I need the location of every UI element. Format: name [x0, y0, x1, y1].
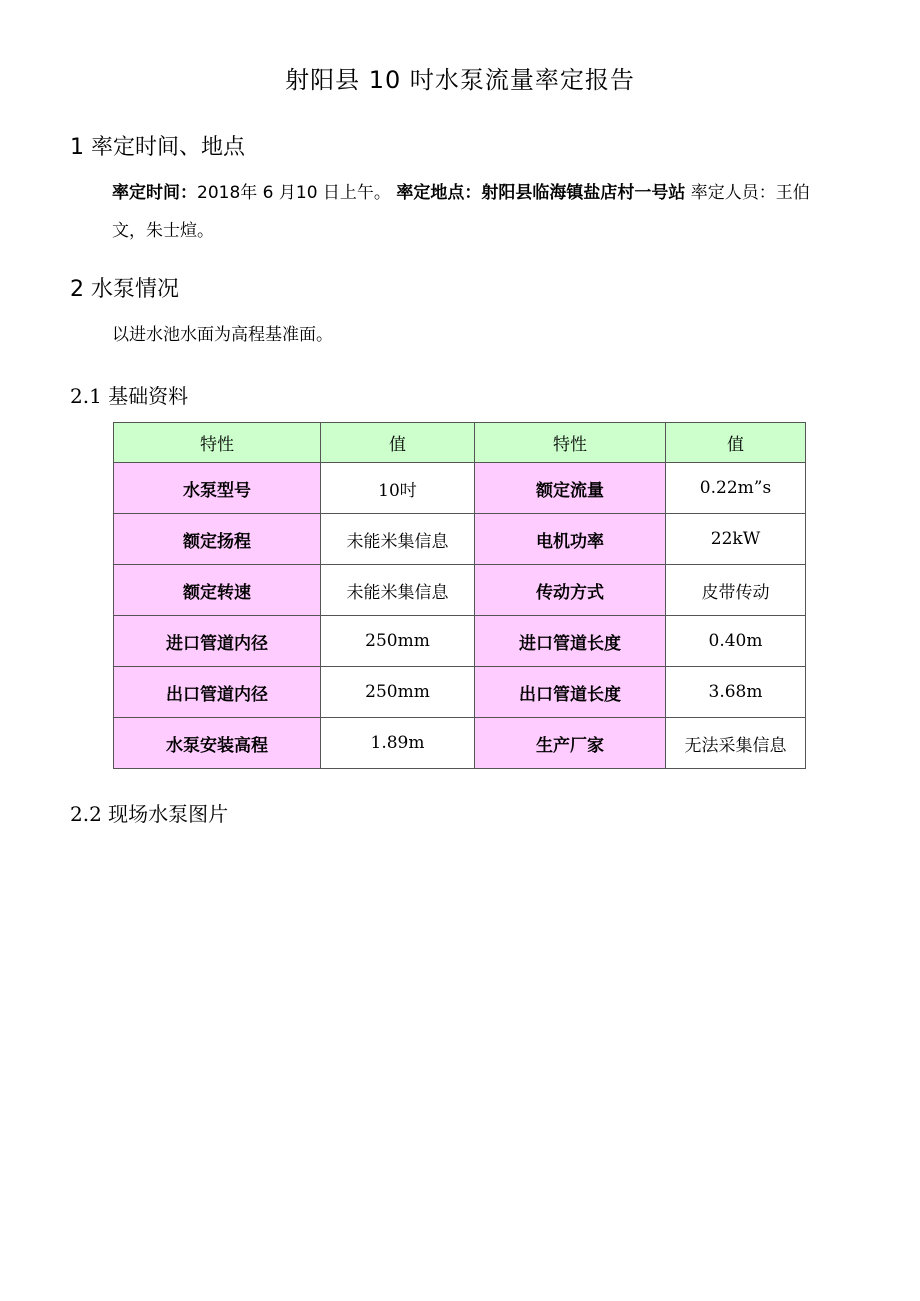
value-cell: 0.22m”s: [666, 463, 806, 514]
header-cell: 值: [321, 423, 475, 463]
value-cell: 250mm: [321, 667, 475, 718]
table-row: [114, 514, 806, 565]
section21-heading: 2.1 基础资料: [70, 384, 189, 408]
property-cell: 电机功率: [475, 514, 666, 565]
header-cell: 特性: [114, 423, 321, 463]
table-row: [114, 565, 806, 616]
value-cell: 250mm: [321, 616, 475, 667]
property-cell: 出口管道内径: [114, 667, 321, 718]
property-cell: 进口管道内径: [114, 616, 321, 667]
value-cell: 1.89m: [321, 718, 475, 769]
place-label: 率定地点：: [396, 183, 482, 203]
section22-heading: 2.2 现场水泵图片: [70, 802, 229, 826]
staff-label: 率定人员：: [690, 183, 776, 203]
place-value: 射阳县临海镇盐店村一号站: [481, 183, 686, 203]
value-cell: 3.68m: [666, 667, 806, 718]
property-cell: 额定转速: [114, 565, 321, 616]
property-cell: 额定扬程: [114, 514, 321, 565]
section2-heading: 2 水泵情况: [70, 277, 179, 302]
table-row: [114, 718, 806, 769]
section2-paragraph: 以进水池水面为高程基准面。: [112, 325, 333, 345]
header-cell: 特性: [475, 423, 666, 463]
header-cell: 值: [666, 423, 806, 463]
value-cell: 未能米集信息: [321, 514, 475, 565]
property-cell: 出口管道长度: [475, 667, 666, 718]
property-cell: 生产厂家: [475, 718, 666, 769]
table-row: [114, 463, 806, 514]
section1-heading: 1 率定时间、地点: [70, 135, 245, 160]
time-value: 2018年 6 月10 日上午。: [197, 183, 391, 203]
property-cell: 传动方式: [475, 565, 666, 616]
property-cell: 水泵型号: [114, 463, 321, 514]
value-cell: 10吋: [321, 463, 475, 514]
section1-paragraph: [112, 174, 822, 250]
value-cell: 未能米集信息: [321, 565, 475, 616]
staff-value: 王伯文，朱士煊。: [112, 183, 810, 241]
table-header-row: [114, 423, 806, 463]
time-label: 率定时间：: [112, 183, 197, 203]
table-row: [114, 616, 806, 667]
property-cell: 进口管道长度: [475, 616, 666, 667]
value-cell: 无法采集信息: [666, 718, 806, 769]
property-cell: 额定流量: [475, 463, 666, 514]
table-row: [114, 667, 806, 718]
value-cell: 22kW: [666, 514, 806, 565]
value-cell: 0.40m: [666, 616, 806, 667]
property-cell: 水泵安装高程: [114, 718, 321, 769]
basic-info-table: [113, 422, 806, 769]
value-cell: 皮带传动: [666, 565, 806, 616]
report-title: 射阳县 10 吋水泵流量率定报告: [285, 66, 635, 94]
